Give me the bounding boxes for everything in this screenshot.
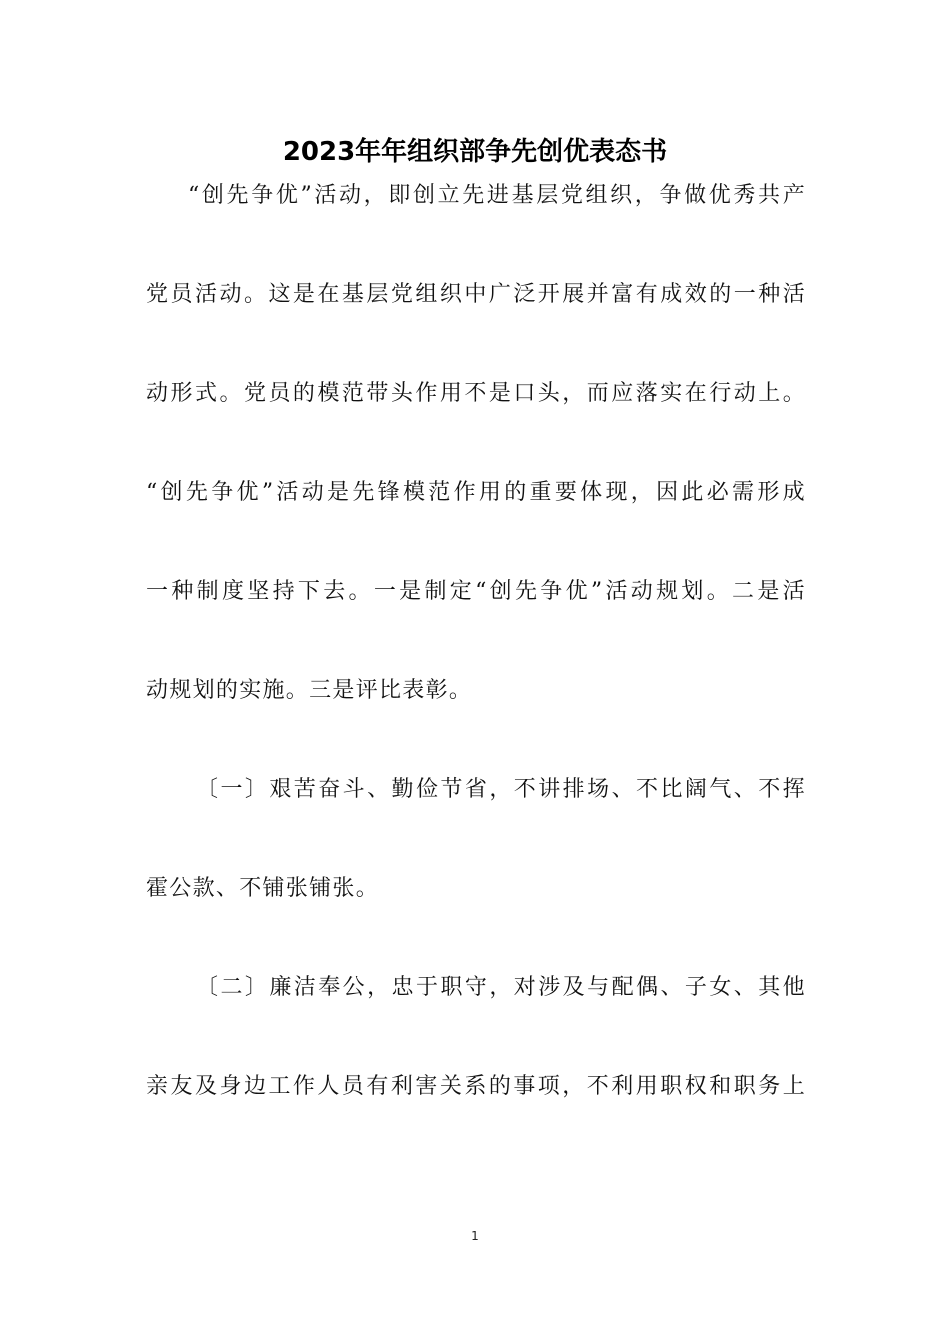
document-title: 2023年年组织部争先创优表态书 <box>282 137 668 167</box>
paragraph-line: 亲友及身边工作人员有利害关系的事项，不利用职权和职务上 <box>146 1074 806 1099</box>
page-number: 1 <box>471 1229 479 1243</box>
paragraph-line: 一种制度坚持下去。一是制定“创先争优”活动规划。二是活 <box>146 579 806 604</box>
paragraph-line: “创先争优”活动，即创立先进基层党组织，争做优秀共产 <box>188 183 806 208</box>
paragraph-line: 动形式。党员的模范带头作用不是口头，而应落实在行动上。 <box>146 381 806 406</box>
paragraph-line: 〔二〕廉洁奉公，忠于职守，对涉及与配偶、子女、其他 <box>196 975 806 1000</box>
paragraph-line: 动规划的实施。三是评比表彰。 <box>146 678 473 703</box>
paragraph-line: 霍公款、不铺张铺张。 <box>146 876 380 901</box>
paragraph-line: 党员活动。这是在基层党组织中广泛开展并富有成效的一种活 <box>146 282 806 307</box>
paragraph-line: “创先争优”活动是先锋模范作用的重要体现，因此必需形成 <box>146 480 806 505</box>
paragraph-line: 〔一〕艰苦奋斗、勤俭节省，不讲排场、不比阔气、不挥 <box>196 777 806 802</box>
